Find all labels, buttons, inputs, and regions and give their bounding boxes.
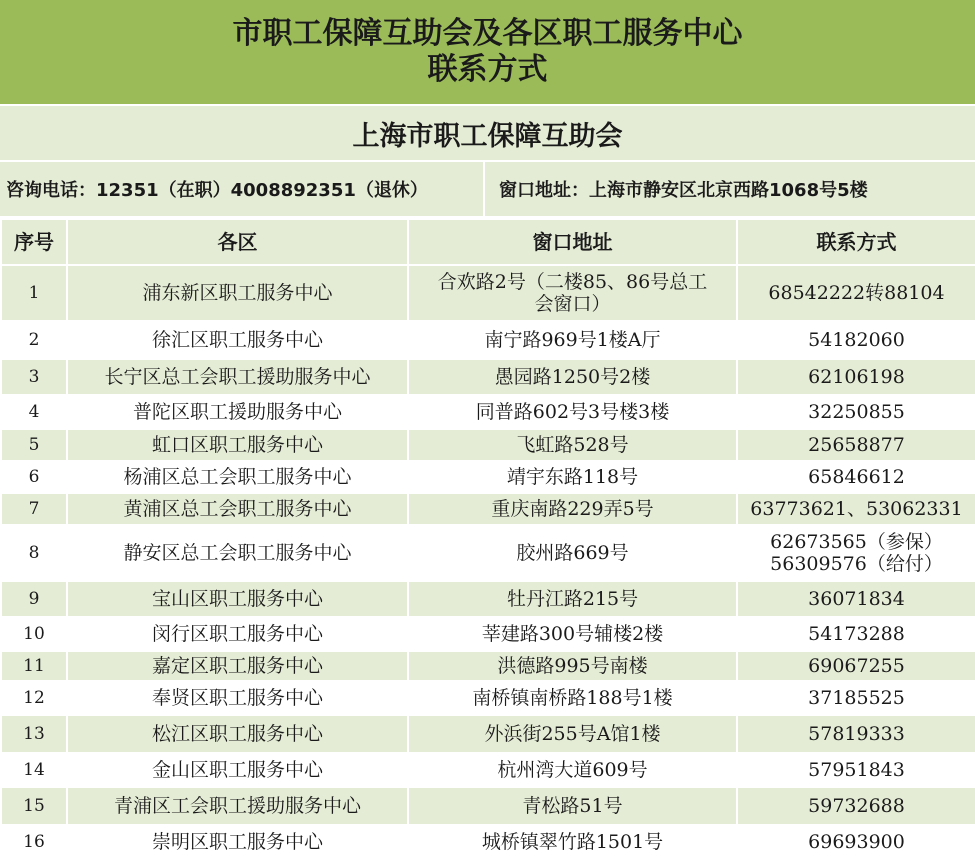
row-number: 8 [1, 525, 67, 581]
district-name: 静安区总工会职工服务中心 [67, 525, 408, 581]
phone-line: 32250855 [808, 401, 905, 423]
district-name: 奉贤区职工服务中心 [67, 681, 408, 715]
address-line: 牡丹江路215号 [506, 588, 639, 610]
row-number: 10 [1, 617, 67, 651]
address-line: 会窗口） [534, 293, 611, 315]
phone-line: 54182060 [808, 329, 905, 351]
contact-phone-cell [737, 321, 975, 359]
address-line: 南宁路969号1楼A厅 [484, 329, 661, 351]
district-name: 松江区职工服务中心 [67, 715, 408, 753]
window-address-cell [408, 493, 737, 525]
district-name: 宝山区职工服务中心 [67, 581, 408, 617]
contact-phone-cell [737, 429, 975, 461]
contact-phone-cell [737, 787, 975, 825]
address-line: 莘建路300号辅楼2楼 [481, 623, 664, 645]
phone-line: 62106198 [808, 366, 905, 388]
district-name: 黄浦区总工会职工服务中心 [67, 493, 408, 525]
title-line-1: 市职工保障互助会及各区职工服务中心 [232, 16, 743, 51]
window-address-cell [408, 825, 737, 859]
window-address-cell [408, 581, 737, 617]
window-address-cell [408, 681, 737, 715]
district-name: 崇明区职工服务中心 [67, 825, 408, 859]
table-row [1, 617, 975, 651]
window-address-cell [408, 651, 737, 681]
contact-phone-cell [737, 581, 975, 617]
row-number: 7 [1, 493, 67, 525]
table-row [1, 525, 975, 581]
window-address-cell [408, 395, 737, 429]
row-number: 15 [1, 787, 67, 825]
district-name: 杨浦区总工会职工服务中心 [67, 461, 408, 493]
district-name: 长宁区总工会职工援助服务中心 [67, 359, 408, 395]
contact-phone-cell [737, 681, 975, 715]
table-header-row [1, 219, 975, 265]
contact-phone-cell [737, 525, 975, 581]
header-contact: 联系方式 [737, 219, 975, 265]
phone-line: 69693900 [808, 831, 905, 853]
header-address: 窗口地址 [408, 219, 737, 265]
row-number: 9 [1, 581, 67, 617]
district-name: 闵行区职工服务中心 [67, 617, 408, 651]
contact-phone-cell [737, 715, 975, 753]
row-number: 14 [1, 753, 67, 787]
table-row [1, 395, 975, 429]
address-line: 同普路602号3号楼3楼 [475, 401, 670, 423]
address-line: 飞虹路528号 [516, 434, 629, 456]
address-line: 愚园路1250号2楼 [494, 366, 651, 388]
window-address-cell [408, 429, 737, 461]
table-row [1, 493, 975, 525]
address-line: 青松路51号 [522, 795, 623, 817]
phone-line: 57819333 [808, 723, 905, 745]
phone-line: 69067255 [808, 655, 905, 677]
address-line: 杭州湾大道609号 [497, 759, 648, 781]
header-number: 序号 [1, 219, 67, 265]
table-row [1, 681, 975, 715]
window-address-cell [408, 461, 737, 493]
consult-phone: 咨询电话：12351（在职）4008892351（退休） [0, 162, 485, 216]
phone-line: 25658877 [808, 434, 905, 456]
table-body [1, 265, 975, 859]
address-line: 重庆南路229弄5号 [491, 498, 654, 520]
row-number: 2 [1, 321, 67, 359]
row-number: 1 [1, 265, 67, 321]
address-line: 南桥镇南桥路188号1楼 [472, 687, 673, 709]
table-row [1, 429, 975, 461]
district-name: 虹口区职工服务中心 [67, 429, 408, 461]
district-name: 徐汇区职工服务中心 [67, 321, 408, 359]
row-number: 6 [1, 461, 67, 493]
phone-line: 68542222转88104 [768, 282, 945, 304]
service-center-table [0, 218, 975, 860]
table-row [1, 715, 975, 753]
address-line: 靖宇东路118号 [506, 466, 639, 488]
table-row [1, 787, 975, 825]
row-number: 11 [1, 651, 67, 681]
phone-line: 54173288 [808, 623, 905, 645]
table-row [1, 825, 975, 859]
contact-info-row [0, 162, 975, 218]
phone-line: 62673565（参保） [770, 531, 943, 553]
district-name: 普陀区职工援助服务中心 [67, 395, 408, 429]
window-address-cell [408, 787, 737, 825]
table-row [1, 265, 975, 321]
contact-phone-cell [737, 265, 975, 321]
contact-phone-cell [737, 461, 975, 493]
row-number: 13 [1, 715, 67, 753]
window-address: 窗口地址：上海市静安区北京西路1068号5楼 [485, 162, 975, 216]
window-address-cell [408, 265, 737, 321]
district-name: 青浦区工会职工援助服务中心 [67, 787, 408, 825]
table-row [1, 321, 975, 359]
window-address-cell [408, 525, 737, 581]
table-row [1, 581, 975, 617]
address-line: 外浜街255号A馆1楼 [484, 723, 661, 745]
contact-phone-cell [737, 493, 975, 525]
organization-heading: 上海市职工保障互助会 [0, 106, 975, 162]
phone-line: 65846612 [808, 466, 905, 488]
phone-line: 57951843 [808, 759, 905, 781]
contact-phone-cell [737, 359, 975, 395]
window-address-cell [408, 617, 737, 651]
contact-phone-cell [737, 395, 975, 429]
address-line: 洪德路995号南楼 [497, 655, 648, 677]
phone-line: 37185525 [808, 687, 905, 709]
phone-line: 59732688 [808, 795, 905, 817]
row-number: 3 [1, 359, 67, 395]
table-row [1, 461, 975, 493]
table-row [1, 753, 975, 787]
window-address-cell [408, 321, 737, 359]
window-address-cell [408, 753, 737, 787]
page-title [0, 0, 975, 106]
contact-phone-cell [737, 825, 975, 859]
row-number: 16 [1, 825, 67, 859]
address-line: 城桥镇翠竹路1501号 [481, 831, 664, 853]
row-number: 12 [1, 681, 67, 715]
window-address-cell [408, 359, 737, 395]
title-line-2: 联系方式 [427, 52, 548, 87]
header-district: 各区 [67, 219, 408, 265]
phone-line: 36071834 [808, 588, 905, 610]
contact-phone-cell [737, 651, 975, 681]
address-line: 胶州路669号 [516, 542, 629, 564]
phone-line: 63773621、53062331 [750, 498, 963, 520]
district-name: 金山区职工服务中心 [67, 753, 408, 787]
row-number: 5 [1, 429, 67, 461]
address-line: 合欢路2号（二楼85、86号总工 [437, 271, 708, 293]
window-address-cell [408, 715, 737, 753]
phone-line: 56309576（给付） [770, 553, 943, 575]
table-row [1, 359, 975, 395]
district-name: 浦东新区职工服务中心 [67, 265, 408, 321]
contact-phone-cell [737, 617, 975, 651]
row-number: 4 [1, 395, 67, 429]
contact-phone-cell [737, 753, 975, 787]
table-row [1, 651, 975, 681]
district-name: 嘉定区职工服务中心 [67, 651, 408, 681]
